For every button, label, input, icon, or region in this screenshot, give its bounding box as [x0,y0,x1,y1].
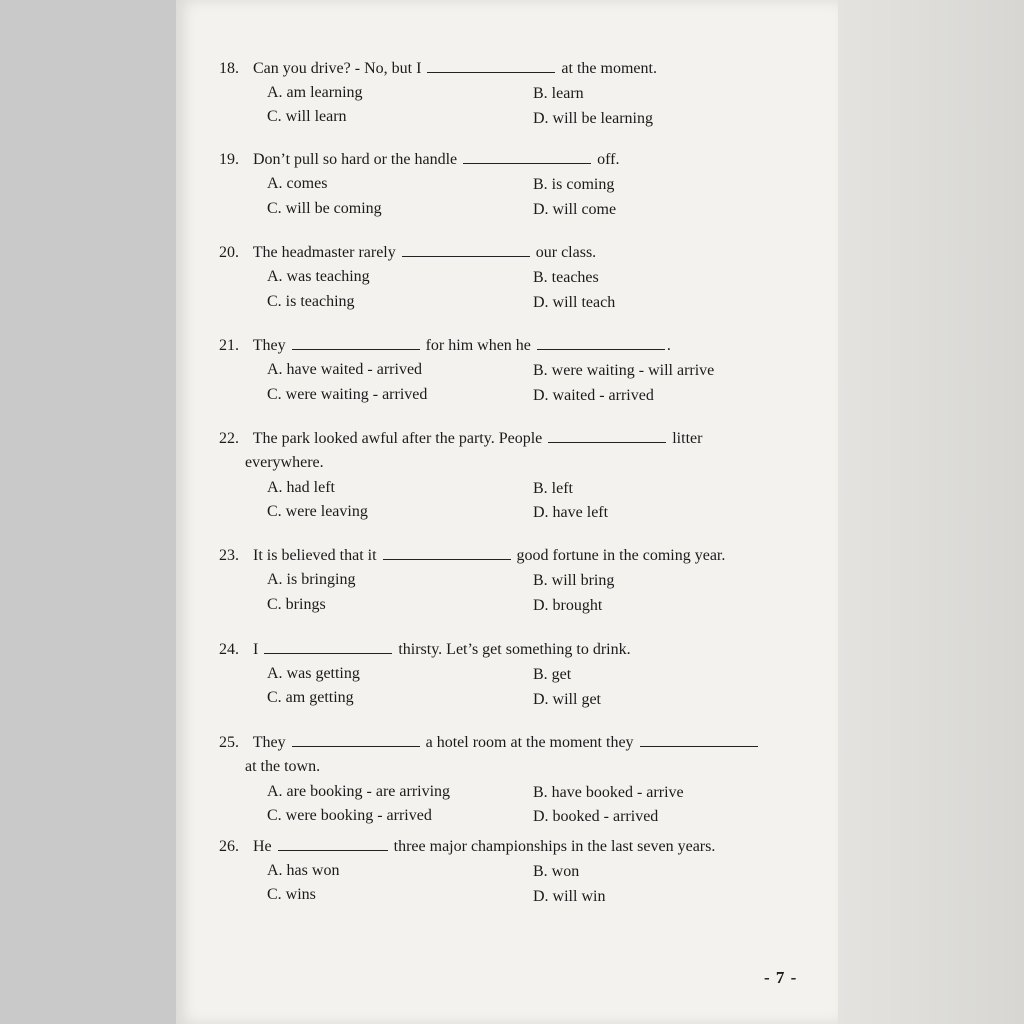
question-stem: 21. They for him when he . [219,337,671,354]
option-c: C. is teaching [267,293,355,310]
answer-blank [402,242,530,257]
option-c: C. were waiting - arrived [267,386,428,403]
option-c: C. were booking - arrived [267,807,432,824]
question-stem: 24. I thirsty. Let’s get something to drink. [219,641,631,658]
option-d: D. brought [533,597,603,614]
option-a: A. have waited - arrived [267,361,423,378]
option-a: A. am learning [267,84,363,101]
option-c: C. will be coming [267,200,382,217]
option-b: B. won [533,863,580,880]
answer-blank [264,639,392,654]
answer-blank [278,836,388,851]
option-b: B. get [533,666,572,683]
option-d: D. have left [533,504,609,521]
option-a: A. was getting [267,665,360,682]
question-stem: 19. Don’t pull so hard or the handle off. [219,151,620,168]
option-a: A. was teaching [267,268,370,285]
question-stem: 20. The headmaster rarely our class. [219,244,597,261]
answer-blank [537,335,665,350]
question-stem: 25. They a hotel room at the moment they [219,731,760,755]
option-a: A. are booking - are arriving [267,783,451,800]
page-number: - 7 - [764,968,798,987]
option-d: D. will come [533,201,617,218]
option-c: C. am getting [267,689,354,706]
option-b: B. teaches [533,269,599,286]
option-a: A. is bringing [267,571,356,588]
option-d: D. will teach [533,294,616,311]
question-stem: 23. It is believed that it good fortune in the coming year. [219,547,726,564]
option-c: C. brings [267,596,326,613]
option-b: B. will bring [533,572,615,589]
answer-blank [548,428,666,443]
option-b: B. left [533,480,573,497]
question-stem-continued: everywhere. [245,454,324,471]
option-d: D. booked - arrived [533,808,659,825]
question-stem: 26. He three major championships in the last seven years. [219,838,716,855]
option-d: D. will be learning [533,110,653,127]
option-c: C. wins [267,886,316,903]
answer-blank [292,335,420,350]
question-stem: 18. Can you drive? - No, but I at the moment. [219,60,657,77]
option-d: D. will win [533,888,606,905]
answer-blank [292,732,420,747]
answer-blank [427,58,555,73]
option-c: C. will learn [267,108,347,125]
option-c: C. were leaving [267,503,368,520]
answer-blank [383,545,511,560]
answer-blank [640,732,758,747]
option-b: B. learn [533,85,584,102]
option-b: B. have booked - arrive [533,784,684,801]
question-stem-continued: at the town. [245,758,321,775]
option-d: D. waited - arrived [533,387,654,404]
option-a: A. comes [267,175,328,192]
option-b: B. were waiting - will arrive [533,362,715,379]
option-a: A. has won [267,862,340,879]
answer-blank [463,149,591,164]
page-edge [838,0,1024,1024]
option-d: D. will get [533,691,601,708]
option-a: A. had left [267,479,335,496]
question-stem: 22. The park looked awful after the party. People litter [219,430,703,447]
option-b: B. is coming [533,176,615,193]
